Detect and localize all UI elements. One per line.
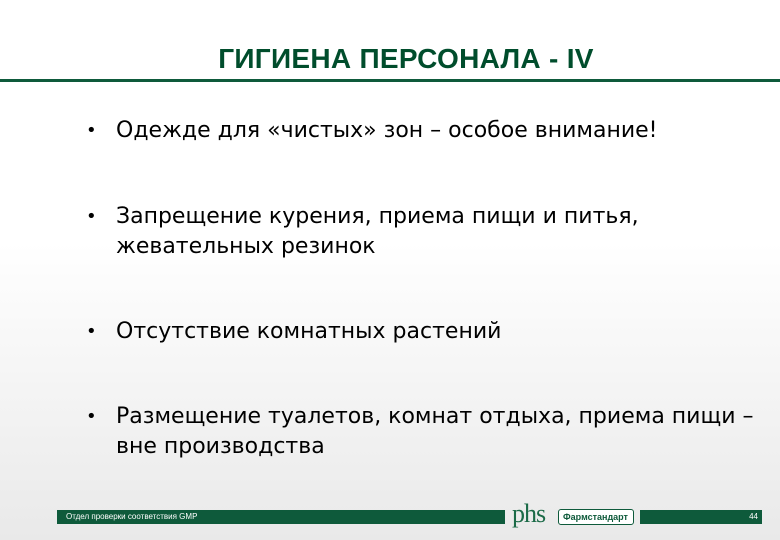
company-logo	[512, 499, 636, 531]
page-number: 44	[749, 512, 758, 521]
bullet-icon: •	[86, 206, 97, 227]
bullet-icon: •	[86, 120, 97, 141]
bullet-text: Размещение туалетов, комнат отдыха, приема пищи – вне производства	[116, 404, 754, 459]
bullet-item	[86, 402, 756, 462]
bullet-item	[86, 317, 501, 347]
logo-name: Фармстандарт	[563, 512, 628, 522]
bullet-icon: •	[86, 321, 97, 342]
bullet-text: Одежде для «чистых» зон – особое внимание!	[116, 118, 658, 143]
bullet-text: Отсутствие комнатных растений	[116, 319, 502, 344]
footer-page-bar	[640, 510, 762, 524]
bullet-item	[86, 116, 658, 146]
slide-title: ГИГИЕНА ПЕРСОНАЛА - IV	[218, 43, 594, 74]
title-divider	[0, 79, 780, 82]
footer-department: Отдел проверки соответствия GMP	[66, 512, 198, 521]
bullet-text: Запрещение курения, приема пищи и питья, жевательных резинок	[116, 204, 639, 259]
bullet-item	[86, 202, 716, 262]
logo-badge	[558, 509, 634, 525]
logo-mark: phs	[512, 499, 546, 528]
bullet-icon: •	[86, 406, 97, 427]
